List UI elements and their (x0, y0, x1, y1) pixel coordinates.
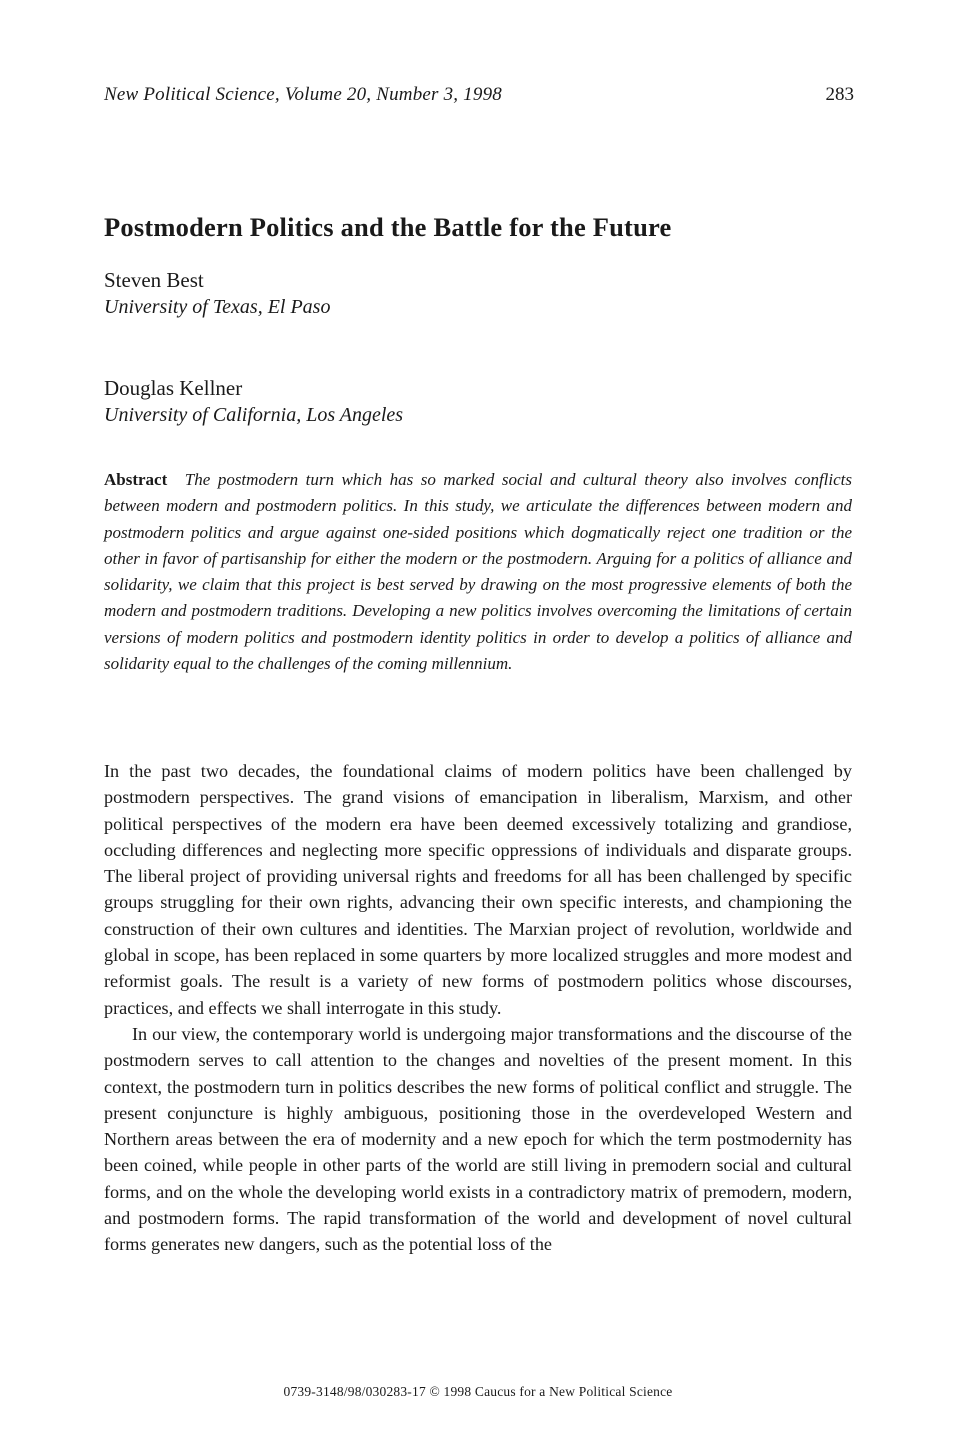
article-body (104, 758, 852, 1258)
journal-citation: New Political Science, Volume 20, Number 3, 1998 (104, 84, 502, 105)
copyright-footer: 0739-3148/98/030283-17 © 1998 Caucus for a New Political Science (283, 1384, 673, 1399)
running-head (104, 84, 852, 106)
abstract (104, 467, 852, 677)
author-affiliation: University of California, Los Angeles (104, 404, 404, 426)
body-paragraph: In our view, the contemporary world is undergoing major transformations and the discourse of the postmodern serves to call attention to the changes and novelties of the present moment. In this context, the postmodern turn in politics describes the new forms of political conflict and struggle. The present conjuncture is highly ambiguous, positioning those in the overdeveloped Western and Northern areas between the era of modernity and a new epoch for which the term postmodernity has been coined, while people in other parts of the world are still living in premodern social and cultural forms, and on the whole the developing world exists in a contradictory matrix of premodern, modern, and postmodern forms. The rapid transformation of the world and development of novel cultural forms generates new dangers, such as the potential loss of the (104, 1023, 852, 1255)
body-paragraph: In the past two decades, the foundational claims of modern politics have been challenged by postmodern perspectives. The grand visions of emancipation in liberalism, Marxism, and other political perspectives of the modern era have been deemed excessively totalizing and grandiose, occluding differences and neglecting more specific oppressions of individuals and disparate groups. The liberal project of providing universal rights and freedoms for all has been challenged by specific groups struggling for their own rights, advancing their own specific interests, and championing the construction of their own cultures and identities. The Marxian project of revolution, worldwide and global in scope, has been replaced in some quarters by more localized struggles and more modest and reformist goals. The result is a variety of new forms of postmodern politics whose discourses, practices, and effects we shall interrogate in this study. (104, 761, 852, 1018)
author-affiliation: University of Texas, El Paso (104, 296, 331, 318)
author-name: Douglas Kellner (104, 376, 243, 400)
abstract-label: Abstract (104, 470, 168, 489)
author-name: Steven Best (104, 268, 204, 292)
page-number: 283 (825, 84, 854, 105)
article-title: Postmodern Politics and the Battle for the Future (104, 212, 672, 242)
abstract-text: The postmodern turn which has so marked social and cultural theory also involves conflicts between modern and postmodern politics. In this study, we articulate the differences between modern and postmodern politics and argue against one-sided positions which dogmatically reject one tradition or the other in favor of partisanship for either the modern or the postmodern. Arguing for a politics of alliance and solidarity, we claim that this project is best served by drawing on the most progressive elements of both the modern and postmodern traditions. Developing a new politics involves overcoming the limitations of certain versions of modern politics and postmodern identity politics in order to develop a politics of alliance and solidarity equal to the challenges of the coming millennium. (104, 470, 852, 674)
journal-page (104, 0, 852, 1442)
